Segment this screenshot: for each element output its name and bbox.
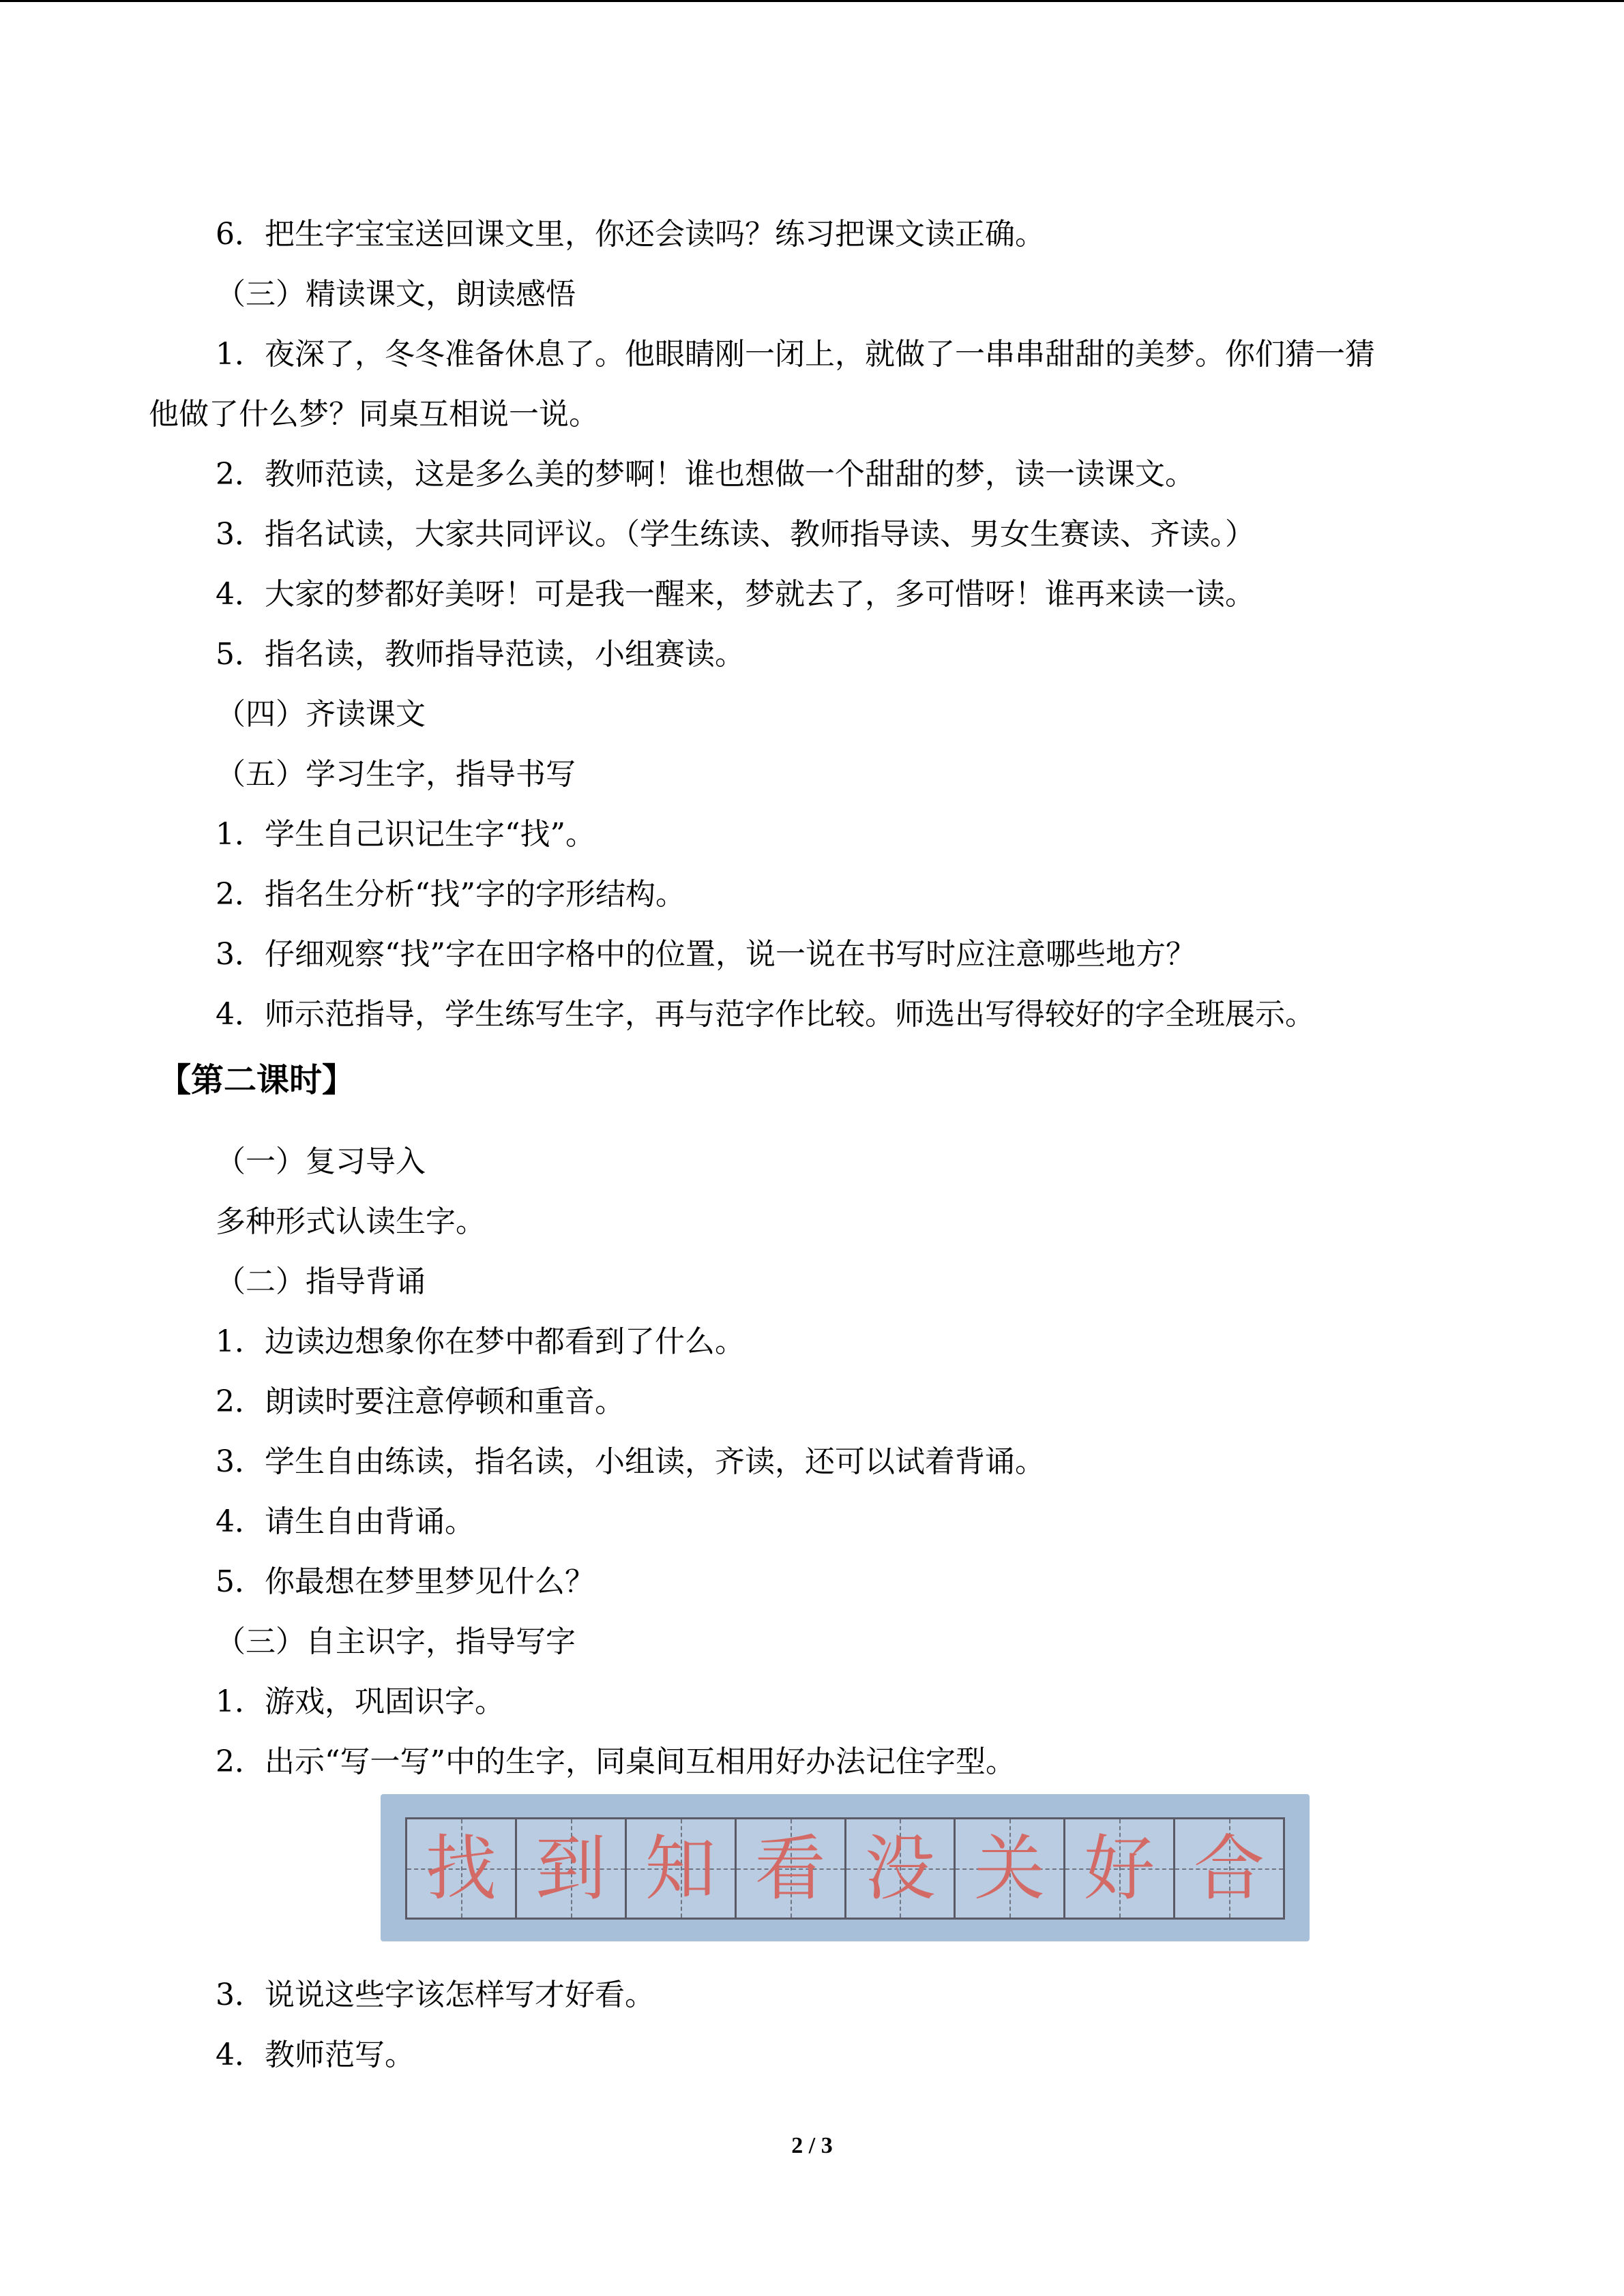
paragraph-line: 3．指名试读，大家共同评议。（学生练读、教师指导读、男女生赛读、齐读。）	[216, 517, 1255, 552]
subsection-heading: （二）指导背诵	[216, 1264, 426, 1299]
character-glyph: 关	[974, 1827, 1046, 1910]
character-glyph: 找	[425, 1827, 497, 1910]
paragraph-line: 3．仔细观察“找”字在田字格中的位置，说一说在书写时应注意哪些地方？	[216, 937, 1196, 972]
paragraph-line: 3．说说这些字该怎样写才好看。	[216, 1978, 655, 2012]
character-cell	[407, 1819, 517, 1918]
paragraph-line: 1．夜深了，冬冬准备休息了。他眼睛刚一闭上，就做了一串串甜甜的美梦。你们猜一猜	[216, 337, 1375, 372]
paragraph-line: 多种形式认读生字。	[216, 1204, 486, 1239]
page-number: 2 / 3	[791, 2133, 833, 2158]
subsection-heading: （四）齐读课文	[216, 697, 426, 732]
paragraph-line: 1．学生自己识记生字“找”。	[216, 817, 595, 852]
paragraph-line: 2．教师范读，这是多么美的梦啊！谁也想做一个甜甜的梦，读一读课文。	[216, 457, 1195, 492]
character-cell	[1065, 1819, 1175, 1918]
subsection-heading: （五）学习生字，指导书写	[216, 757, 576, 792]
paragraph-line: 3．学生自由练读，指名读，小组读，齐读，还可以试着背诵。	[216, 1444, 1045, 1479]
paragraph-line: 4．请生自由背诵。	[216, 1504, 475, 1539]
character-glyph: 合	[1194, 1827, 1265, 1910]
paragraph-line: 4．教师范写。	[216, 2038, 415, 2072]
character-cell	[517, 1819, 627, 1918]
paragraph-line: 2．出示“写一写”中的生字，同桌间互相用好办法记住字型。	[216, 1744, 1016, 1779]
paragraph-line: 4．师示范指导，学生练写生字，再与范字作比较。师选出写得较好的字全班展示。	[216, 997, 1315, 1032]
paragraph-line: 2．指名生分析“找”字的字形结构。	[216, 877, 685, 912]
paragraph-line: 1．游戏，巩固识字。	[216, 1684, 505, 1719]
paragraph-line: 5．你最想在梦里梦见什么？	[216, 1564, 595, 1599]
character-cell	[737, 1819, 846, 1918]
paragraph-line: 6．把生字宝宝送回课文里，你还会读吗？练习把课文读正确。	[216, 217, 1045, 252]
character-cell	[956, 1819, 1065, 1918]
paragraph-line: 他做了什么梦？同桌互相说一说。	[149, 397, 599, 432]
paragraph-line: 5．指名读，教师指导范读，小组赛读。	[216, 637, 745, 672]
section-heading: 【第二课时】	[158, 1061, 355, 1099]
subsection-heading: （三）精读课文，朗读感悟	[216, 277, 576, 312]
character-glyph: 知	[645, 1827, 716, 1910]
character-glyph: 没	[864, 1827, 936, 1910]
character-cell	[1175, 1819, 1283, 1918]
tian-zi-ge-grid	[405, 1817, 1285, 1920]
subsection-heading: （三）自主识字，指导写字	[216, 1624, 576, 1659]
character-glyph: 看	[754, 1827, 826, 1910]
character-cell	[846, 1819, 956, 1918]
character-cell	[627, 1819, 737, 1918]
top-border-line	[0, 0, 1624, 2]
character-glyph: 到	[535, 1827, 606, 1910]
character-grid-image	[381, 1794, 1310, 1941]
subsection-heading: （一）复习导入	[216, 1144, 426, 1179]
paragraph-line: 2．朗读时要注意停顿和重音。	[216, 1384, 625, 1419]
character-glyph: 好	[1084, 1827, 1155, 1910]
paragraph-line: 1．边读边想象你在梦中都看到了什么。	[216, 1324, 745, 1359]
paragraph-line: 4．大家的梦都好美呀！可是我一醒来，梦就去了，多可惜呀！谁再来读一读。	[216, 577, 1255, 612]
